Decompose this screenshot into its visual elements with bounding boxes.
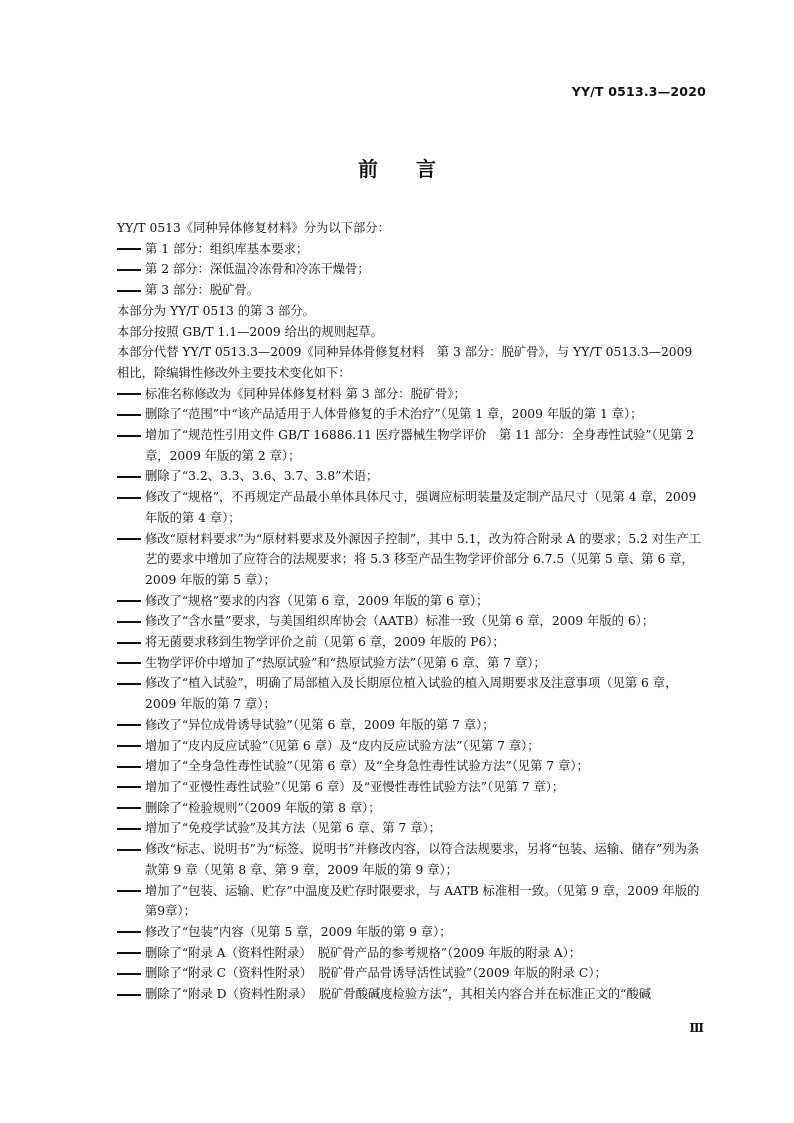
list-item-change: 修改了“异位成骨诱导试验”（见第 6 章，2009 年版的第 7 章）； bbox=[117, 715, 705, 736]
list-item-change: 增加了“皮内反应试验”（见第 6 章）及“皮内反应试验方法”（见第 7 章）； bbox=[117, 736, 705, 757]
statement-replacement: 本部分代替 YY/T 0513.3—2009《同种异体骨修复材料 第 3 部分：脱矿骨》，与 YY/T 0513.3—2009 相比，除编辑性修改外主要技术变化如下： bbox=[117, 345, 693, 380]
list-item-part-1: 第 1 部分：组织库基本要求； bbox=[117, 239, 705, 260]
list-item-change: 增加了“包装、运输、贮存”中温度及贮存时限要求，与 AATB 标准相一致。（见第 9 章，2009 年版的第9章）； bbox=[117, 881, 705, 922]
list-item-change: 将无菌要求移到生物学评价之前（见第 6 章，2009 年版的 P6）； bbox=[117, 632, 705, 653]
list-item-change: 删除了“3.2、3.3、3.6、3.7、3.8”术语； bbox=[117, 466, 705, 487]
standard-code: YY/T 0513.3—2020 bbox=[571, 84, 706, 99]
list-item-change: 删除了“附录 D（资料性附录） 脱矿骨酸碱度检验方法”，其相关内容合并在标准正文的“酸碱 bbox=[117, 984, 705, 1005]
list-item-change: 增加了“免疫学试验”及其方法（见第 6 章、第 7 章）； bbox=[117, 818, 705, 839]
list-item-change: 修改了“包装”内容（见第 5 章，2009 年版的第 9 章）； bbox=[117, 922, 705, 943]
list-item-part-2: 第 2 部分：深低温冷冻骨和冷冻干燥骨； bbox=[117, 259, 705, 280]
list-item-change: 增加了“亚慢性毒性试验”（见第 6 章）及“亚慢性毒性试验方法”（见第 7 章）； bbox=[117, 777, 705, 798]
intro-paragraph: YY/T 0513《同种异体修复材料》分为以下部分： bbox=[117, 221, 390, 235]
list-item-change: 增加了“规范性引用文件 GB/T 16886.11 医疗器械生物学评价 第 11 部分：全身毒性试验”（见第 2 章，2009 年版的第 2 章）； bbox=[117, 425, 705, 466]
list-item-change: 增加了“全身急性毒性试验”（见第 6 章）及“全身急性毒性试验方法”（见第 7 章）； bbox=[117, 756, 705, 777]
changes-list bbox=[117, 384, 705, 1005]
list-item-change: 生物学评价中增加了“热原试验”和“热原试验方法”（见第 6 章、第 7 章）； bbox=[117, 653, 705, 674]
list-item-change: 删除了“附录 C（资料性附录） 脱矿骨产品骨诱导活性试验”（2009 年版的附录 C）； bbox=[117, 963, 705, 984]
statement-drafting-rules: 本部分按照 GB/T 1.1—2009 给出的规则起草。 bbox=[117, 324, 383, 339]
list-item-part-3: 第 3 部分：脱矿骨。 bbox=[117, 280, 705, 301]
list-item-change: 修改了“规格”，不再规定产品最小单体具体尺寸，强调应标明装量及定制产品尺寸（见第 4 章，2009 年版的第 4 章）； bbox=[117, 487, 705, 528]
list-item-change: 修改“标志、说明书”为“标签、说明书”并修改内容，以符合法规要求，另将“包装、运输、储存”列为条款第 9 章（见第 8 章、第 9 章，2009 年版的第 9 章）； bbox=[117, 839, 705, 880]
list-item-change: 修改了“含水量”要求，与美国组织库协会（AATB）标准一致（见第 6 章，2009 年版的 6）； bbox=[117, 611, 705, 632]
foreword-body bbox=[117, 218, 705, 1005]
list-item-change: 修改“原材料要求”为“原材料要求及外源因子控制”，其中 5.1，改为符合附录 A 的要求；5.2 对生产工艺的要求中增加了应符合的法规要求；将 5.3 移至产品生物学评价部分 6.7.5（见第 5 章、第 6 章，2009 年版的第 5 章）； bbox=[117, 529, 705, 591]
statement-part-number: 本部分为 YY/T 0513 的第 3 部分。 bbox=[117, 303, 315, 318]
page-number: Ⅲ bbox=[689, 1021, 704, 1035]
list-item-change: 修改了“规格”要求的内容（见第 6 章，2009 年版的第 6 章）； bbox=[117, 591, 705, 612]
page-title: 前言 bbox=[358, 157, 474, 181]
list-item-change: 删除了“范围”中“该产品适用于人体骨修复的手术治疗”（见第 1 章，2009 年版的第 1 章）； bbox=[117, 404, 705, 425]
list-item-change: 删除了“附录 A（资料性附录） 脱矿骨产品的参考规格”（2009 年版的附录 A）； bbox=[117, 943, 705, 964]
list-item-change: 标准名称修改为《同种异体修复材料 第 3 部分：脱矿骨》； bbox=[117, 384, 705, 405]
list-item-change: 删除了“检验规则”（2009 年版的第 8 章）； bbox=[117, 798, 705, 819]
list-item-change: 修改了“植入试验”，明确了局部植入及长期原位植入试验的植入周期要求及注意事项（见第 6 章，2009 年版的第 7 章）； bbox=[117, 673, 705, 714]
